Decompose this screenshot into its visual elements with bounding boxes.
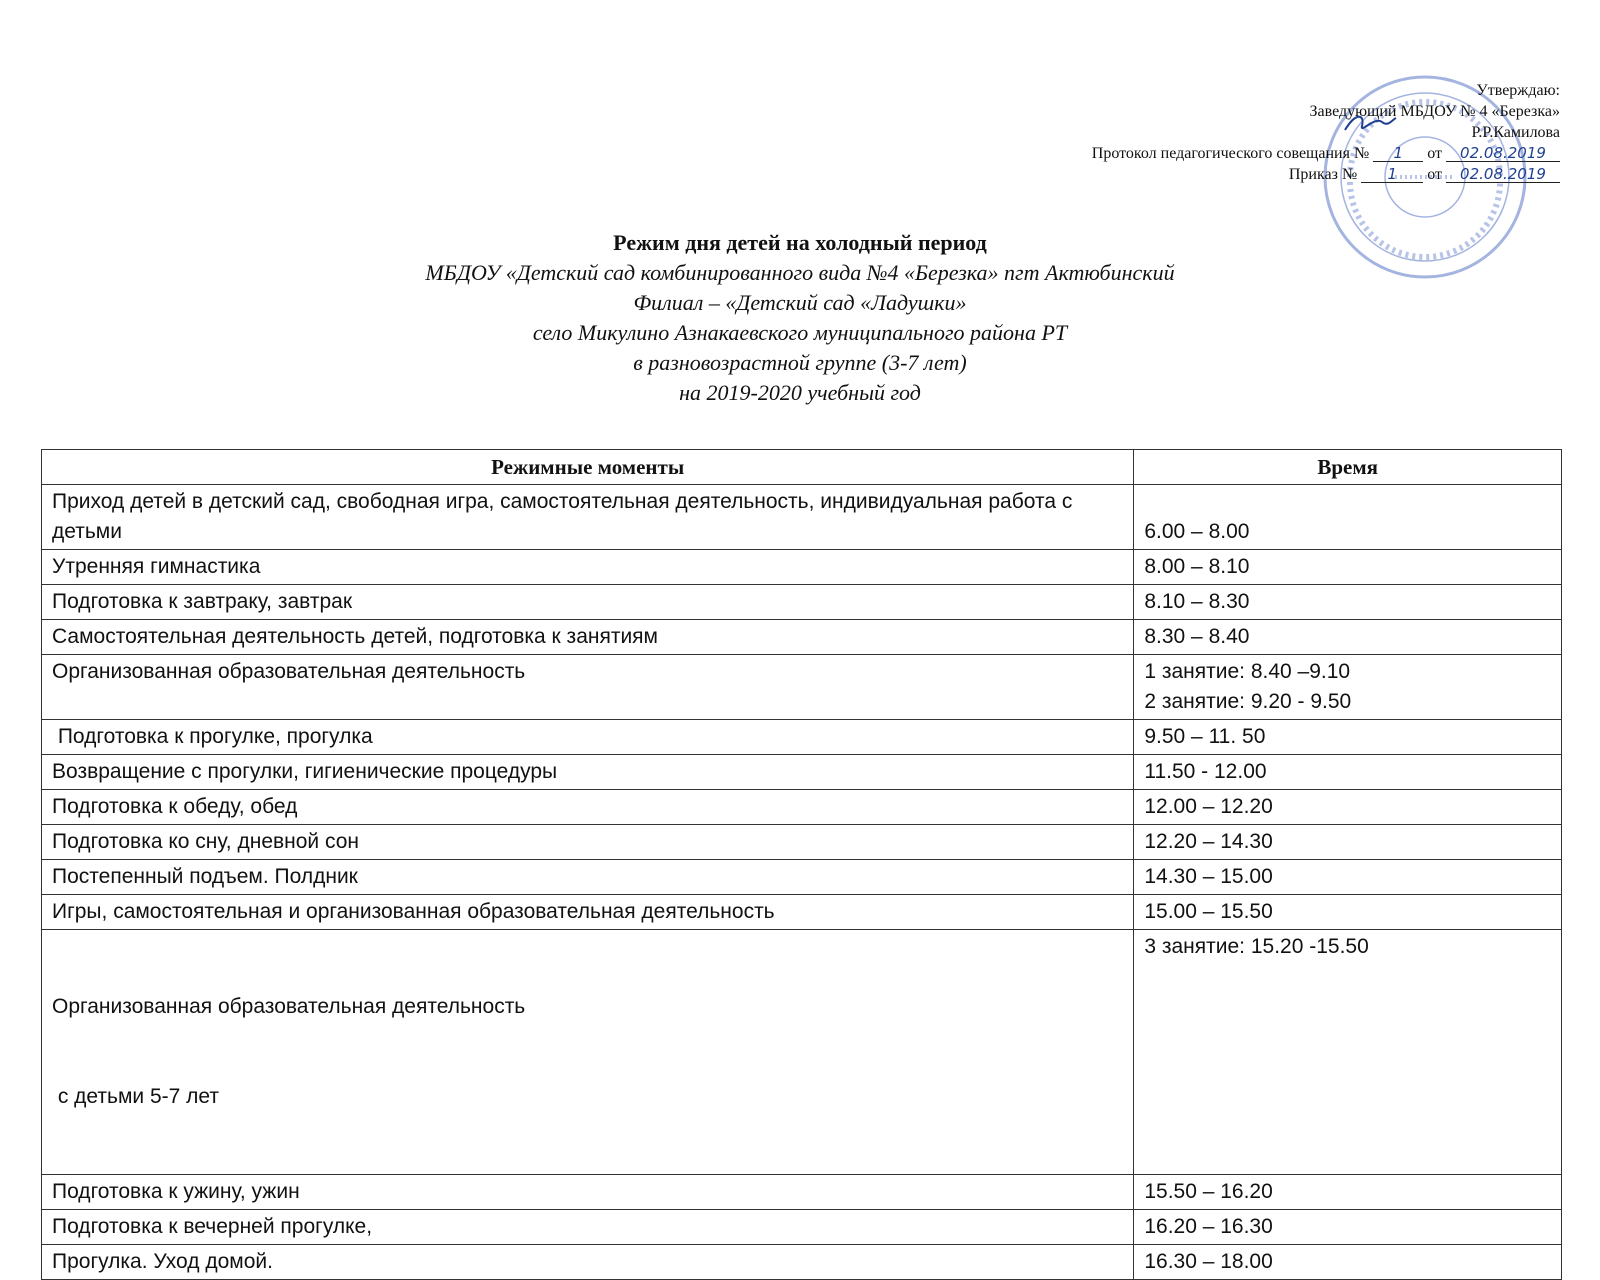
activity-cell: Подготовка к вечерней прогулке, bbox=[42, 1210, 1134, 1245]
activity-cell: Прогулка. Уход домой. bbox=[42, 1245, 1134, 1280]
time-cell: 12.20 – 14.30 bbox=[1134, 825, 1562, 860]
protocol-label: Протокол педагогического совещания № bbox=[1091, 145, 1370, 162]
table-row bbox=[42, 1175, 1562, 1210]
order-line bbox=[940, 164, 1560, 185]
time-cell: 9.50 – 11. 50 bbox=[1134, 720, 1562, 755]
activity-cell: Утренняя гимнастика bbox=[42, 550, 1134, 585]
protocol-line bbox=[940, 143, 1560, 164]
time-cell: 11.50 - 12.00 bbox=[1134, 755, 1562, 790]
head-title: Заведующий МБДОУ № 4 «Березка» bbox=[1309, 103, 1560, 120]
table-row bbox=[42, 550, 1562, 585]
table-row bbox=[42, 790, 1562, 825]
session-1-time: 1 занятие: 8.40 –9.10 bbox=[1144, 660, 1351, 683]
schedule-table bbox=[41, 449, 1562, 1280]
time-cell: 16.30 – 18.00 bbox=[1134, 1245, 1562, 1280]
activity-line-1: Организованная образовательная деятельность bbox=[52, 995, 526, 1018]
table-row bbox=[42, 620, 1562, 655]
protocol-from-label: от bbox=[1427, 145, 1442, 162]
column-header-time: Время bbox=[1134, 450, 1562, 485]
activity-cell: Игры, самостоятельная и организованная образовательная деятельность bbox=[42, 895, 1134, 930]
table-row bbox=[42, 1210, 1562, 1245]
head-name: Р.Р.Камилова bbox=[1471, 124, 1560, 141]
protocol-number: 1 bbox=[1373, 145, 1423, 162]
approve-label: Утверждаю: bbox=[1476, 82, 1560, 99]
document-title: Режим дня детей на холодный период bbox=[613, 230, 987, 255]
activity-cell: Подготовка к ужину, ужин bbox=[42, 1175, 1134, 1210]
table-row bbox=[42, 1245, 1562, 1280]
title-line-branch: Филиал – «Детский сад «Ладушки» bbox=[633, 290, 967, 315]
activity-cell: Приход детей в детский сад, свободная игра, самостоятельная деятельность, индивидуальная работа с детьми bbox=[42, 485, 1134, 550]
activity-cell: Подготовка к прогулке, прогулка bbox=[42, 720, 1134, 755]
activity-cell: Подготовка к завтраку, завтрак bbox=[42, 585, 1134, 620]
activity-cell: Самостоятельная деятельность детей, подготовка к занятиям bbox=[42, 620, 1134, 655]
activity-cell bbox=[42, 930, 1134, 1175]
table-row bbox=[42, 860, 1562, 895]
table-row bbox=[42, 930, 1562, 1175]
title-line-group: в разновозрастной группе (3-7 лет) bbox=[633, 350, 967, 375]
table-row bbox=[42, 720, 1562, 755]
activity-cell: Возвращение с прогулки, гигиенические процедуры bbox=[42, 755, 1134, 790]
time-cell: 8.10 – 8.30 bbox=[1134, 585, 1562, 620]
activity-cell: Организованная образовательная деятельность bbox=[42, 655, 1134, 720]
title-line-institution: МБДОУ «Детский сад комбинированного вида №4 «Березка» пгт Актюбинский bbox=[425, 260, 1175, 285]
table-row bbox=[42, 895, 1562, 930]
table-row bbox=[42, 655, 1562, 720]
signature bbox=[1340, 108, 1400, 138]
table-header-row bbox=[42, 450, 1562, 485]
document-title-block bbox=[0, 228, 1600, 408]
time-cell bbox=[1134, 655, 1562, 720]
activity-cell: Подготовка ко сну, дневной сон bbox=[42, 825, 1134, 860]
time-cell: 6.00 – 8.00 bbox=[1134, 485, 1562, 550]
session-2-time: 2 занятие: 9.20 - 9.50 bbox=[1144, 690, 1352, 713]
column-header-activity: Режимные моменты bbox=[42, 450, 1134, 485]
time-cell: 16.20 – 16.30 bbox=[1134, 1210, 1562, 1245]
time-cell: 15.00 – 15.50 bbox=[1134, 895, 1562, 930]
time-cell: 8.30 – 8.40 bbox=[1134, 620, 1562, 655]
title-line-year: на 2019-2020 учебный год bbox=[679, 380, 921, 405]
time-cell: 14.30 – 15.00 bbox=[1134, 860, 1562, 895]
activity-line-2: с детьми 5-7 лет bbox=[52, 1085, 220, 1108]
time-cell: 8.00 – 8.10 bbox=[1134, 550, 1562, 585]
activity-cell: Подготовка к обеду, обед bbox=[42, 790, 1134, 825]
time-cell: 15.50 – 16.20 bbox=[1134, 1175, 1562, 1210]
time-cell: 3 занятие: 15.20 -15.50 bbox=[1134, 930, 1562, 1175]
head-signature-line bbox=[940, 122, 1560, 143]
table-row bbox=[42, 825, 1562, 860]
order-label: Приказ № bbox=[1288, 166, 1358, 183]
activity-cell: Постепенный подъем. Полдник bbox=[42, 860, 1134, 895]
approval-block bbox=[940, 80, 1560, 185]
table-row bbox=[42, 485, 1562, 550]
title-line-village: село Микулино Азнакаевского муниципального района РТ bbox=[532, 320, 1068, 345]
protocol-date: 02.08.2019 bbox=[1446, 145, 1560, 162]
table-row bbox=[42, 755, 1562, 790]
order-number: 1 bbox=[1361, 166, 1423, 183]
order-date: 02.08.2019 bbox=[1446, 166, 1560, 183]
order-from-label: от bbox=[1427, 166, 1442, 183]
table-row bbox=[42, 585, 1562, 620]
time-cell: 12.00 – 12.20 bbox=[1134, 790, 1562, 825]
